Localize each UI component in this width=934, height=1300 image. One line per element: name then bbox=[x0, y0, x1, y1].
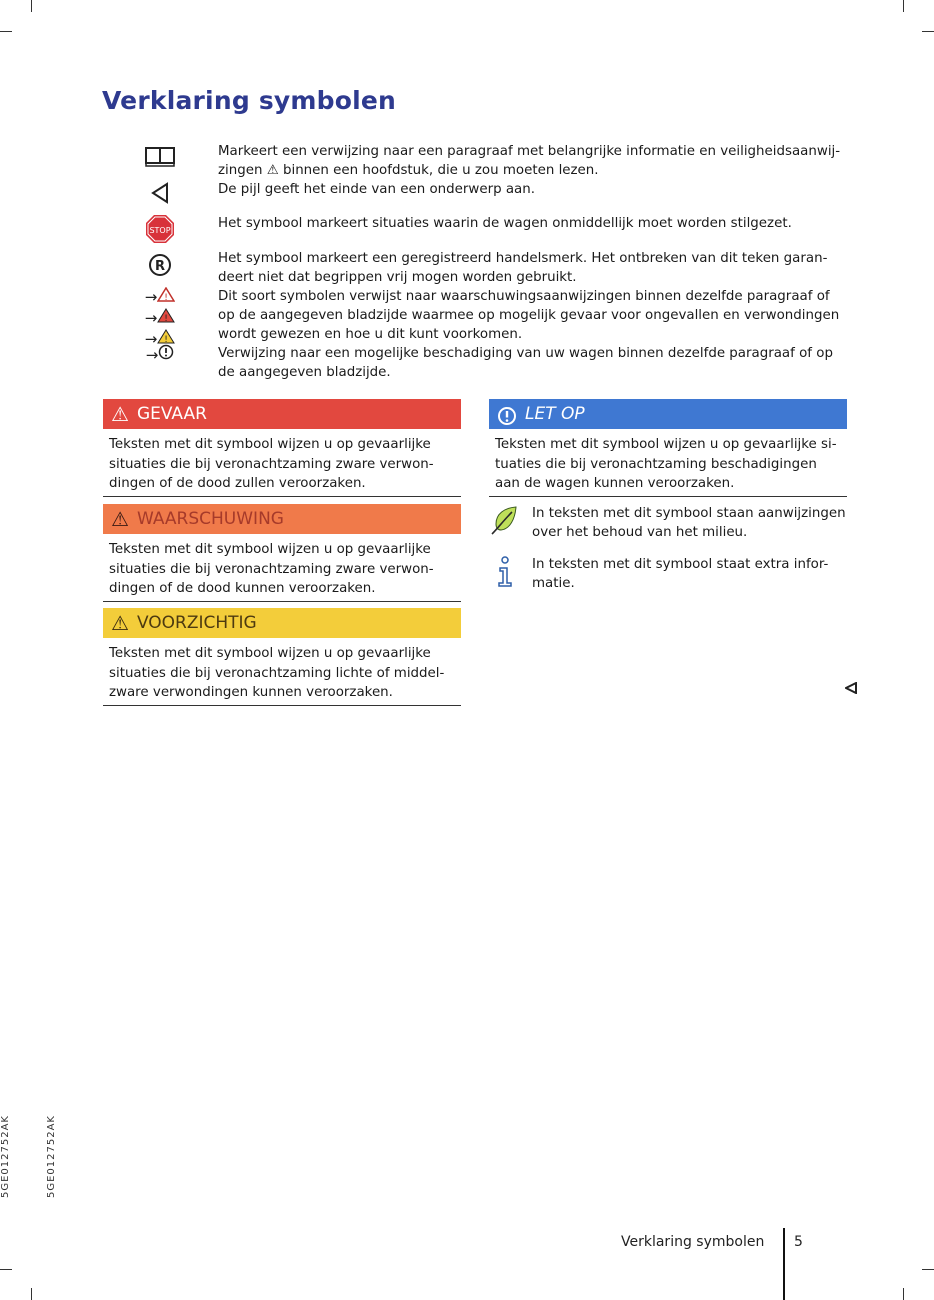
gevaar-text: Teksten met dit symbool wijzen u op gevaarlijke situaties die bij veronachtzaming zware verwon-dingen of de dood zullen veroorzaken. bbox=[103, 429, 461, 497]
footer-divider bbox=[783, 1228, 785, 1300]
waarschuwing-label: WAARSCHUWING bbox=[136, 509, 284, 529]
letop-header bbox=[489, 399, 847, 429]
end-arrow-icon bbox=[130, 182, 190, 210]
warning-triangle-icon: ⚠ bbox=[111, 611, 129, 635]
warning-ref-filled-icon: → ! bbox=[130, 308, 190, 329]
registered-icon bbox=[130, 253, 190, 283]
gevaar-box bbox=[103, 399, 461, 497]
page-title: Verklaring symbolen bbox=[102, 86, 397, 115]
waarschuwing-header bbox=[103, 504, 461, 534]
crop-mark bbox=[31, 1288, 32, 1300]
info-icon bbox=[490, 555, 520, 593]
svg-text:STOP: STOP bbox=[149, 226, 171, 235]
book-icon bbox=[130, 142, 190, 174]
crop-mark bbox=[903, 0, 904, 12]
voorzichtig-header bbox=[103, 608, 461, 638]
notice-icon bbox=[497, 402, 517, 426]
gevaar-header bbox=[103, 399, 461, 429]
crop-mark bbox=[903, 1288, 904, 1300]
warning-ref-icons bbox=[130, 287, 190, 350]
crop-mark bbox=[922, 31, 934, 32]
leaf-icon bbox=[490, 504, 520, 540]
crop-mark bbox=[0, 1269, 12, 1270]
warning-ref-yellow-icon: → ! bbox=[130, 329, 190, 350]
warning-ref-outline-icon: → ! bbox=[130, 287, 190, 308]
page-number: 5 bbox=[794, 1234, 803, 1250]
waarschuwing-text: Teksten met dit symbool wijzen u op gevaarlijke situaties die bij veronachtzaming zware verwon-dingen of de dood kunnen veroorzaken. bbox=[103, 534, 461, 602]
warning-triangle-icon: ⚠ bbox=[111, 402, 129, 426]
environment-text: In teksten met dit symbool staan aanwijzingen over het behoud van het milieu. bbox=[532, 506, 846, 540]
info-text: In teksten met dit symbool staat extra infor-matie. bbox=[532, 557, 829, 591]
letop-label: LET OP bbox=[525, 404, 585, 424]
voorzichtig-label: VOORZICHTIG bbox=[136, 613, 257, 633]
crop-mark bbox=[31, 0, 32, 12]
svg-text:R: R bbox=[154, 259, 166, 274]
voorzichtig-box bbox=[103, 608, 461, 706]
gevaar-label: GEVAAR bbox=[136, 404, 207, 424]
symbol-text-registered: Het symbool markeert een geregistreerd handelsmerk. Het ontbreken van dit teken garan-deert niet dat begrippen vrij mogen worden gebruikt. bbox=[218, 251, 828, 285]
symbol-text-warning-refs: Dit soort symbolen verwijst naar waarschuwingsaanwijzingen binnen dezelfde paragraaf of op de aangegeven bladzijde waarmee op mogelijk gevaar voor ongevallen en verwondingen wordt gewezen en hoe u dit kunt voorkomen. bbox=[218, 289, 840, 342]
waarschuwing-box bbox=[103, 504, 461, 602]
symbol-text-stop: Het symbool markeert situaties waarin de wagen onmiddellijk moet worden stilgezet. bbox=[218, 216, 792, 231]
crop-mark bbox=[922, 1269, 934, 1270]
warning-triangle-icon: ⚠ bbox=[111, 507, 129, 531]
svg-text:!: ! bbox=[164, 314, 169, 323]
stop-icon bbox=[130, 214, 190, 250]
letop-box bbox=[489, 399, 847, 497]
svg-text:!: ! bbox=[164, 293, 169, 302]
symbol-text-notice-ref: Verwijzing naar een mogelijke beschadiging van uw wagen binnen dezelfde paragraaf of op de aangegeven bladzijde. bbox=[218, 346, 833, 380]
symbol-text-book: Markeert een verwijzing naar een paragraaf met belangrijke informatie en veiligheidsaanwij-zingen ⚠ binnen een hoofdstuk, die u zou moeten lezen. bbox=[218, 144, 841, 178]
letop-text: Teksten met dit symbool wijzen u op gevaarlijke si-tuaties die bij veronachtzaming beschadigingen aan de wagen kunnen veroorzaken. bbox=[489, 429, 847, 497]
voorzichtig-text: Teksten met dit symbool wijzen u op gevaarlijke situaties die bij veronachtzaming lichte of middel-zware verwondingen kunnen veroorzaken. bbox=[103, 638, 461, 706]
svg-text:!: ! bbox=[164, 335, 169, 344]
crop-mark bbox=[0, 31, 12, 32]
symbol-text-end: De pijl geeft het einde van een onderwerp aan. bbox=[218, 182, 535, 197]
side-code-duplicate: 5GE012752AK bbox=[46, 1115, 57, 1199]
side-code: 5GE012752AK bbox=[0, 1115, 11, 1199]
notice-ref-icon: → bbox=[130, 344, 190, 366]
end-arrow-icon bbox=[845, 682, 857, 698]
footer-title: Verklaring symbolen bbox=[621, 1234, 765, 1250]
